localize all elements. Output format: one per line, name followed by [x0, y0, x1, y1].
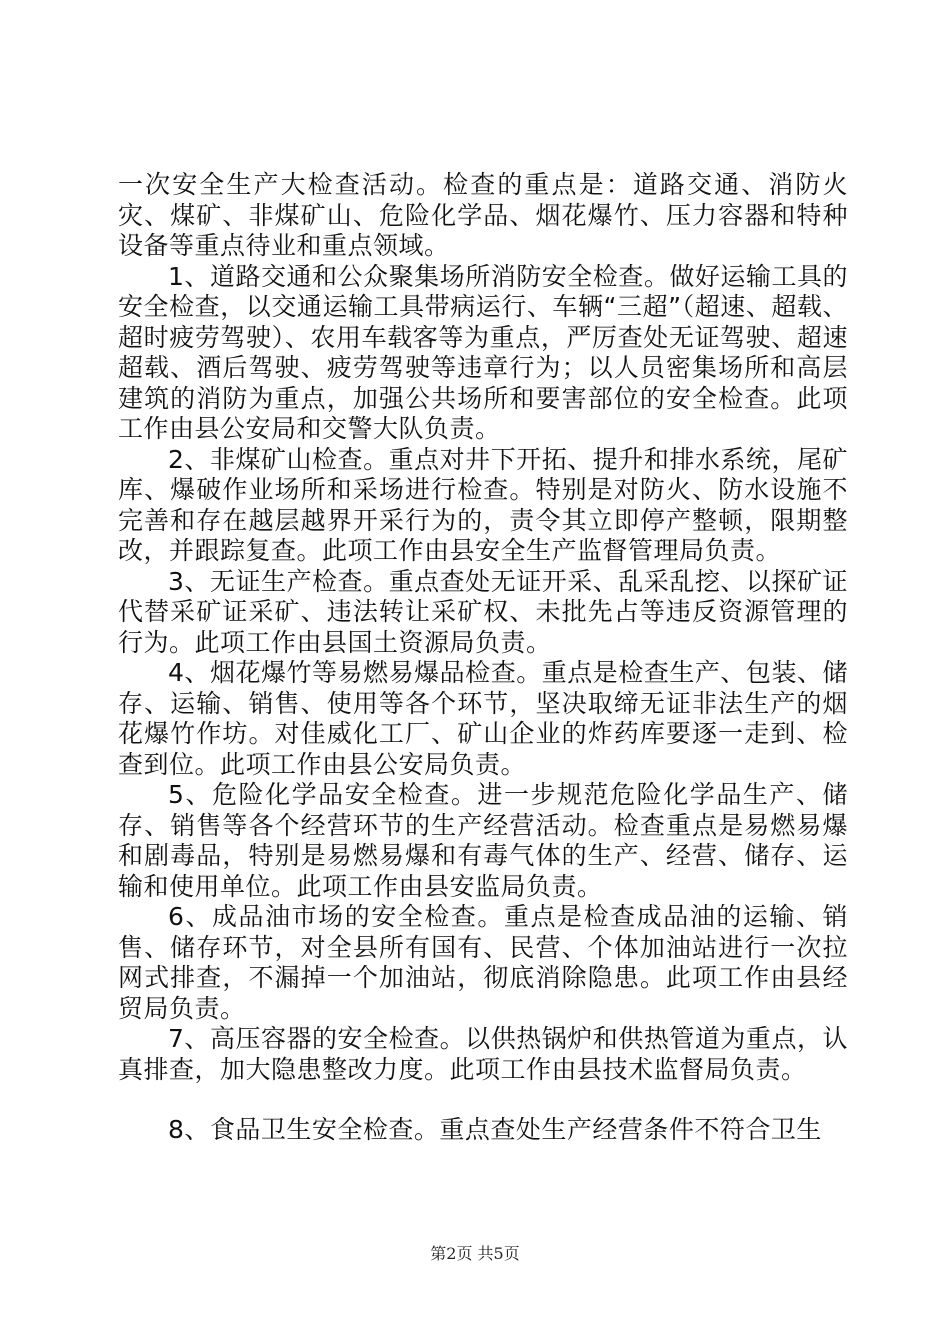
paragraph-item-3: 3、无证生产检查。重点查处无证开采、乱采乱挖、以探矿证代替采矿证采矿、违法转让采矿权、未批先占等违反资源管理的行为。此项工作由县国土资源局负责。: [118, 566, 848, 657]
paragraph-item-6: 6、成品油市场的安全检查。重点是检查成品油的运输、销售、储存环节，对全县所有国有、民营、个体加油站进行一次拉网式排查，不漏掉一个加油站，彻底消除隐患。此项工作由县经贸局负责。: [118, 902, 848, 1023]
paragraph-item-1: 1、道路交通和公众聚集场所消防安全检查。做好运输工具的安全检查，以交通运输工具带病运行、车辆“三超”（超速、超载、超时疲劳驾驶）、农用车载客等为重点，严厉查处无证驾驶、超速超载、酒后驾驶、疲劳驾驶等违章行为；以人员密集场所和高层建筑的消防为重点，加强公共场所和要害部位的安全检查。此项工作由县公安局和交警大队负责。: [118, 261, 848, 443]
page-footer: 第2页 共5页: [430, 1244, 520, 1263]
paragraph-intro: 一次安全生产大检查活动。检查的重点是：道路交通、消防火灾、煤矿、非煤矿山、危险化学品、烟花爆竹、压力容器和特种设备等重点待业和重点领域。: [118, 170, 848, 260]
paragraph-item-7: 7、高压容器的安全检查。以供热锅炉和供热管道为重点，认真排查，加大隐患整改力度。此项工作由县技术监督局负责。: [118, 1024, 848, 1084]
document-body: [118, 170, 848, 1146]
paragraph-item-5: 5、危险化学品安全检查。进一步规范危险化学品生产、储存、销售等各个经营环节的生产经营活动。检查重点是易燃易爆和剧毒品，特别是易燃易爆和有毒气体的生产、经营、储存、运输和使用单位。此项工作由县安监局负责。: [118, 780, 848, 901]
paragraph-item-8: 8、食品卫生安全检查。重点查处生产经营条件不符合卫生: [168, 1115, 822, 1144]
paragraph-item-2: 2、非煤矿山检查。重点对井下开拓、提升和排水系统，尾矿库、爆破作业场所和采场进行检查。特别是对防火、防水设施不完善和存在越层越界开采行为的，责令其立即停产整顿，限期整改，并跟踪复查。此项工作由县安全生产监督管理局负责。: [118, 444, 848, 565]
paragraph-item-4: 4、烟花爆竹等易燃易爆品检查。重点是检查生产、包装、储存、运输、销售、使用等各个环节，坚决取缔无证非法生产的烟花爆竹作坊。对佳威化工厂、矿山企业的炸药库要逐一走到、检查到位。此项工作由县公安局负责。: [118, 658, 848, 779]
